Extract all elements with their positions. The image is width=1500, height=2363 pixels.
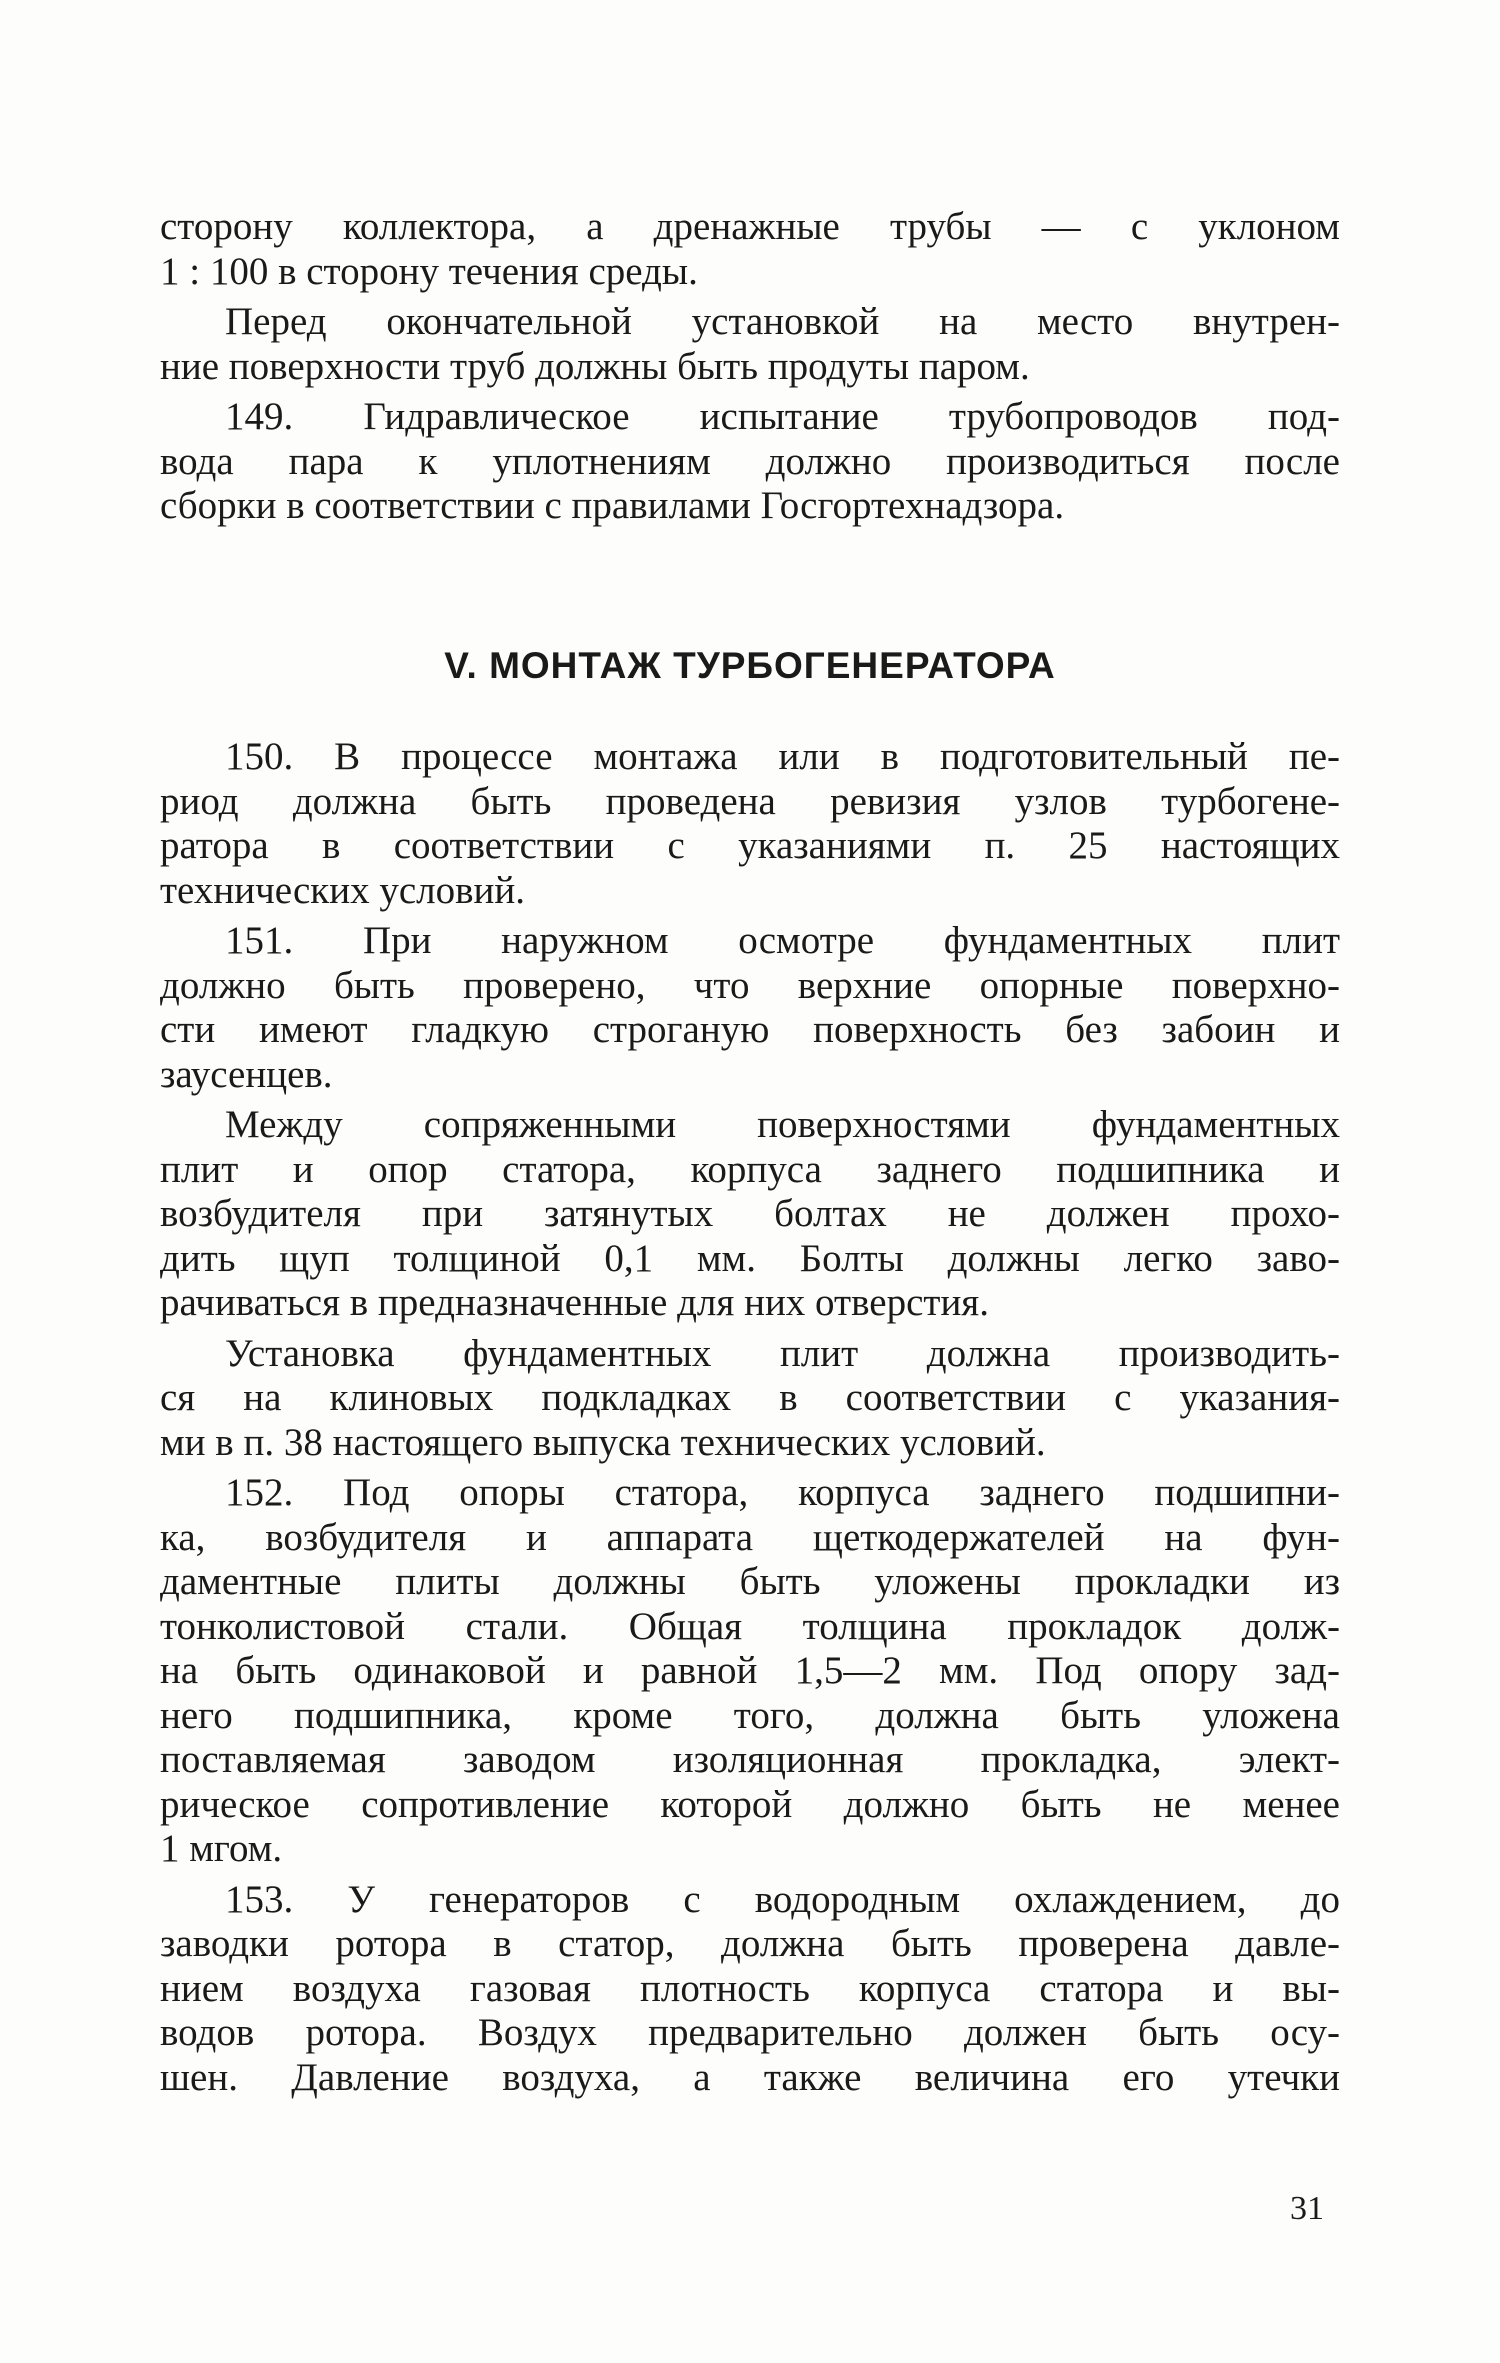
- section-heading: V. МОНТАЖ ТУРБОГЕНЕРАТОРА: [444, 645, 1056, 686]
- page-number: 31: [1290, 2190, 1324, 2227]
- text-line: возбудителя при затянутых болтах не должен прохо-: [160, 1192, 1340, 1235]
- paragraph-mating-surfaces: [160, 1103, 1340, 1326]
- text-line: водов ротора. Воздух предварительно должен быть осу-: [160, 2011, 1340, 2054]
- text-line: сти имеют гладкую строганую поверхность без забоин и: [160, 1008, 1340, 1051]
- text-line: риод должна быть проведена ревизия узлов турбогене-: [160, 779, 1340, 823]
- text-line: ратора в соответствии с указаниями п. 25 настоящих: [160, 824, 1340, 867]
- text-line: 153. У генераторов с водородным охлаждением, до: [225, 1877, 1340, 1921]
- text-line: заводки ротора в статор, должна быть проверена давле-: [160, 1922, 1340, 1965]
- text-line: ми в п. 38 настоящего выпуска технических условий.: [160, 1420, 1046, 1464]
- paragraph-151: [160, 919, 1340, 1097]
- paragraph-149: [160, 395, 1340, 529]
- paragraph-150: [160, 735, 1340, 913]
- text-line: 151. При наружном осмотре фундаментных плит: [225, 919, 1340, 962]
- text-line: сторону коллектора, а дренажные трубы — с уклоном: [160, 205, 1340, 248]
- text-line: Между сопряженными поверхностями фундаментных: [225, 1103, 1340, 1146]
- text-line: Перед окончательной установкой на место внутрен-: [225, 300, 1340, 343]
- paragraph-153: [160, 1878, 1340, 2101]
- text-line: Установка фундаментных плит должна производить-: [225, 1331, 1340, 1375]
- text-line: шен. Давление воздуха, а также величина его утечки: [160, 2055, 1340, 2099]
- text-line: заусенцев.: [160, 1052, 333, 1096]
- paragraph-plates-installation: [160, 1332, 1340, 1466]
- text-line: ние поверхности труб должны быть продуты паром.: [160, 344, 1030, 388]
- text-line: даментные плиты должны быть уложены прокладки из: [160, 1560, 1340, 1603]
- text-line: 149. Гидравлическое испытание трубопроводов под-: [225, 395, 1340, 438]
- text-line: 152. Под опоры статора, корпуса заднего подшипни-: [225, 1471, 1340, 1514]
- text-line: должно быть проверено, что верхние опорные поверхно-: [160, 963, 1340, 1007]
- text-line: поставляемая заводом изоляционная прокладка, элект-: [160, 1738, 1340, 1781]
- text-line: тонколистовой стали. Общая толщина прокладок долж-: [160, 1604, 1340, 1648]
- paragraph-blowing: [160, 300, 1340, 389]
- text-line: рачиваться в предназначенные для них отверстия.: [160, 1281, 989, 1324]
- text-line: рическое сопротивление которой должно быть не менее: [160, 1782, 1340, 1826]
- text-line: ка, возбудителя и аппарата щеткодержателей на фун-: [160, 1515, 1340, 1559]
- text-line: технических условий.: [160, 868, 526, 912]
- text-line: 150. В процессе монтажа или в подготовительный пе-: [225, 735, 1340, 778]
- text-line: вода пара к уплотнениям должно производиться после: [160, 439, 1340, 483]
- paragraph-continuation: [160, 205, 1340, 294]
- paragraph-152: [160, 1471, 1340, 1872]
- text-line: нием воздуха газовая плотность корпуса статора и вы-: [160, 1966, 1340, 2010]
- text-line: на быть одинаковой и равной 1,5—2 мм. Под опору зад-: [160, 1649, 1340, 1692]
- text-line: плит и опор статора, корпуса заднего подшипника и: [160, 1147, 1340, 1191]
- text-line: 1 мгом.: [160, 1827, 283, 1870]
- text-line: ся на клиновых подкладках в соответствии с указания-: [160, 1376, 1340, 1419]
- text-line: 1 : 100 в сторону течения среды.: [160, 249, 698, 293]
- section-text-block: [160, 735, 1340, 2100]
- text-line: дить щуп толщиной 0,1 мм. Болты должны легко заво-: [160, 1236, 1340, 1280]
- text-line: сборки в соответствии с правилами Госгортехнадзора.: [160, 484, 1065, 527]
- text-line: него подшипника, кроме того, должна быть уложена: [160, 1693, 1340, 1737]
- top-text-block: [160, 205, 1340, 529]
